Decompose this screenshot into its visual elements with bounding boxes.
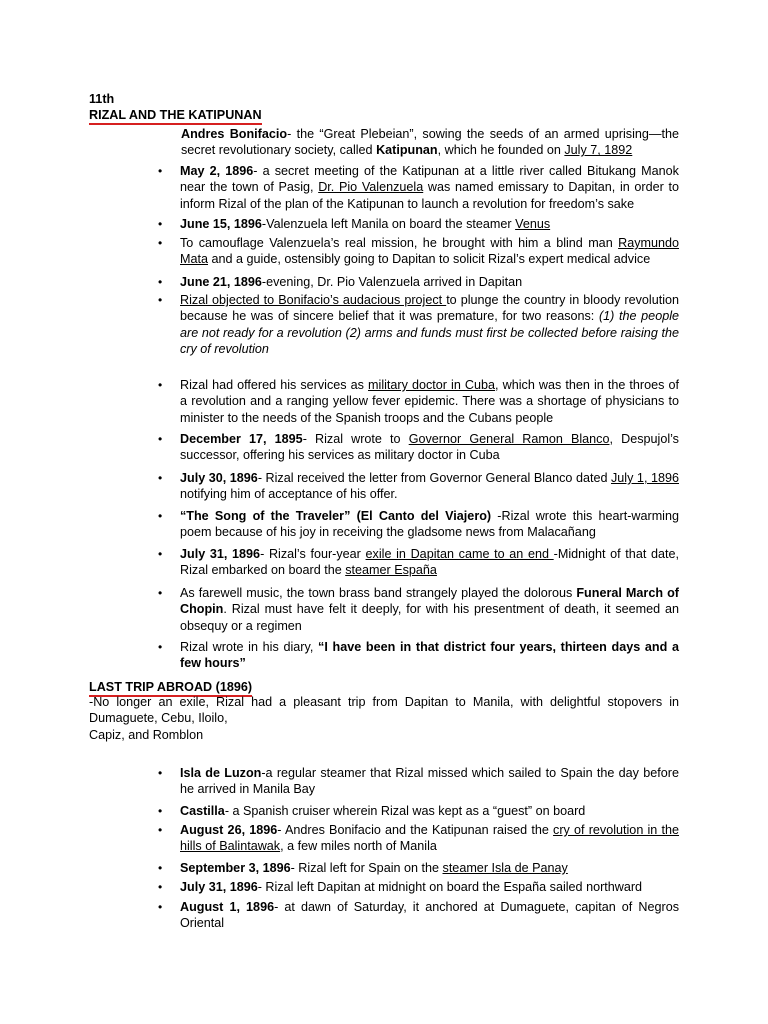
item-date: December 17, 1895: [180, 432, 303, 446]
item-underline: July 1, 1896: [611, 471, 679, 485]
item-date: June 15, 1896: [180, 217, 262, 231]
item-date: July 31, 1896: [180, 880, 258, 894]
intro-katipunan: Katipunan: [376, 143, 438, 158]
bullet-icon: •: [158, 640, 163, 654]
item-date: June 21, 1896: [180, 275, 262, 289]
item-text: As farewell music, the town brass band strangely played the dolorous: [180, 586, 577, 600]
item-underline: steamer Isla de Panay: [442, 861, 568, 875]
item-title: Castilla: [180, 804, 225, 818]
item-title: “The Song of the Traveler” (El Canto del Viajero): [180, 509, 492, 523]
bullet-icon: •: [158, 217, 163, 231]
item-text: - a secret meeting of the Katipunan at a little river called Bitukang Manok near the town of Pasig,: [180, 164, 679, 195]
bullet-icon: •: [158, 378, 163, 392]
bullet-icon: •: [158, 861, 163, 875]
item-text: , a few miles north of Manila: [280, 839, 437, 854]
bullet-icon: •: [158, 823, 163, 837]
item-underline: Raymundo Mata: [180, 236, 679, 267]
item-italic: (1) the people are not ready for a revolution (2) arms and funds must first be collected before raising the cry of revolution: [180, 309, 680, 357]
item-text: - Andres Bonifacio and the Katipunan raised the: [277, 823, 554, 837]
item-text: , Despujol’s successor, offering his services as military doctor in Cuba: [180, 432, 679, 463]
intro-bold-name: Andres Bonifacio: [181, 127, 288, 141]
item-underline: Dr. Pio Valenzuela: [318, 180, 424, 195]
intro-line: Capiz, and Romblon: [89, 727, 204, 742]
intro-date: July 7, 1892: [564, 143, 633, 158]
item-text: , which was then in the throes of a revolution and a ranging yellow fever epidemic. There was a shortage of physicians to minister to the needs of the Spanish troops and the Cubans people: [180, 378, 679, 425]
item-date: August 1, 1896: [180, 900, 275, 914]
item-text: was named emissary to Dapitan, in order to inform Rizal of the plan of the Katipunan to launch a revolution for freedom’s sake: [180, 180, 679, 211]
bullet-icon: •: [158, 586, 163, 600]
section-number: 11th: [89, 92, 115, 106]
item-text: - Rizal received the letter from Governor General Blanco dated: [257, 471, 611, 485]
item-underline: Governor General Ramon Blanco: [408, 432, 610, 446]
item-text: - at dawn of Saturday, it anchored at Dumaguete, capitan of Negros Oriental: [180, 900, 679, 931]
bullet-icon: •: [158, 275, 163, 289]
item-text: Rizal had offered his services as: [180, 378, 369, 392]
item-text: notifying him of acceptance of his offer.: [180, 487, 398, 502]
bullet-icon: •: [158, 804, 163, 818]
item-underline: military doctor in Cuba: [368, 378, 496, 392]
item-text: To camouflage Valenzuela’s real mission, he brought with him a blind man: [180, 236, 619, 250]
bullet-icon: •: [158, 236, 163, 250]
item-text: -Valenzuela left Manila on board the steamer: [261, 217, 516, 231]
item-text: - Rizal left for Spain on the: [290, 861, 443, 875]
item-date: July 31, 1896: [180, 547, 261, 561]
item-text: -evening, Dr. Pio Valenzuela arrived in Dapitan: [261, 275, 523, 289]
item-date: July 30, 1896: [180, 471, 258, 485]
bullet-icon: •: [158, 471, 163, 485]
item-underline: exile in Dapitan came to an end: [365, 547, 554, 561]
bullet-icon: •: [158, 164, 163, 178]
bullet-icon: •: [158, 766, 163, 780]
item-date: May 2, 1896: [180, 164, 254, 178]
item-date: August 26, 1896: [180, 823, 278, 837]
item-text: - Rizal wrote to: [302, 432, 409, 446]
intro-line: -No longer an exile, Rizal had a pleasant trip from Dapitan to Manila, with delightful stopovers in Dumaguete, Cebu, Iloilo,: [89, 695, 679, 726]
heading-rizal-katipunan: RIZAL AND THE KATIPUNAN: [89, 107, 262, 125]
intro-text: - the “Great Plebeian”, sowing the seeds of an armed uprising—the secret revolutionary society, called: [181, 127, 679, 158]
item-underline: Rizal objected to Bonifacio’s audacious project: [180, 293, 447, 307]
intro-paragraph: [181, 126, 679, 159]
item-text: -Midnight of that date, Rizal embarked on board the: [180, 547, 679, 578]
item-underline: cry of revolution in the hills of Balintawak: [180, 823, 680, 854]
item-text: -a regular steamer that Rizal missed which sailed to Spain the day before he arrived in Manila Bay: [180, 766, 679, 797]
item-text: and a guide, ostensibly going to Dapitan to solicit Rizal’s expert medical advice: [208, 252, 651, 267]
section2-intro: [89, 694, 679, 743]
bullet-icon: •: [158, 547, 163, 561]
bullet-icon: •: [158, 880, 163, 894]
item-text: - a Spanish cruiser wherein Rizal was kept as a “guest” on board: [224, 804, 586, 818]
item-text: - Rizal’s four-year: [260, 547, 366, 561]
heading-last-trip-abroad: LAST TRIP ABROAD (1896): [89, 679, 252, 697]
item-date: September 3, 1896: [180, 861, 291, 875]
item-underline: Venus: [515, 217, 551, 231]
item-text: - Rizal left Dapitan at midnight on board the España sailed northward: [257, 880, 643, 894]
item-title: Isla de Luzon: [180, 766, 262, 780]
bullet-icon: •: [158, 432, 163, 446]
item-text: -Rizal wrote this heart-warming poem because of his joy in receiving the gladsome news from Malacañang: [180, 509, 679, 540]
bullet-icon: •: [158, 900, 163, 914]
item-underline: steamer España: [345, 563, 437, 578]
bullet-icon: •: [158, 509, 163, 523]
item-text: Rizal wrote in his diary,: [180, 640, 319, 654]
intro-text-2: , which he founded on: [437, 143, 565, 158]
bullet-icon: •: [158, 293, 163, 307]
item-bold: “I have been in that district four years, thirteen days and a few hours”: [180, 640, 680, 671]
item-text: . Rizal must have felt it deeply, for with his presentment of death, it seemed an obsequy or a regimen: [180, 602, 679, 633]
item-text: to plunge the country in bloody revolution because he was of sincere belief that it was premature, for two reasons:: [180, 293, 680, 324]
item-bold: Funeral March of Chopin: [180, 586, 679, 617]
